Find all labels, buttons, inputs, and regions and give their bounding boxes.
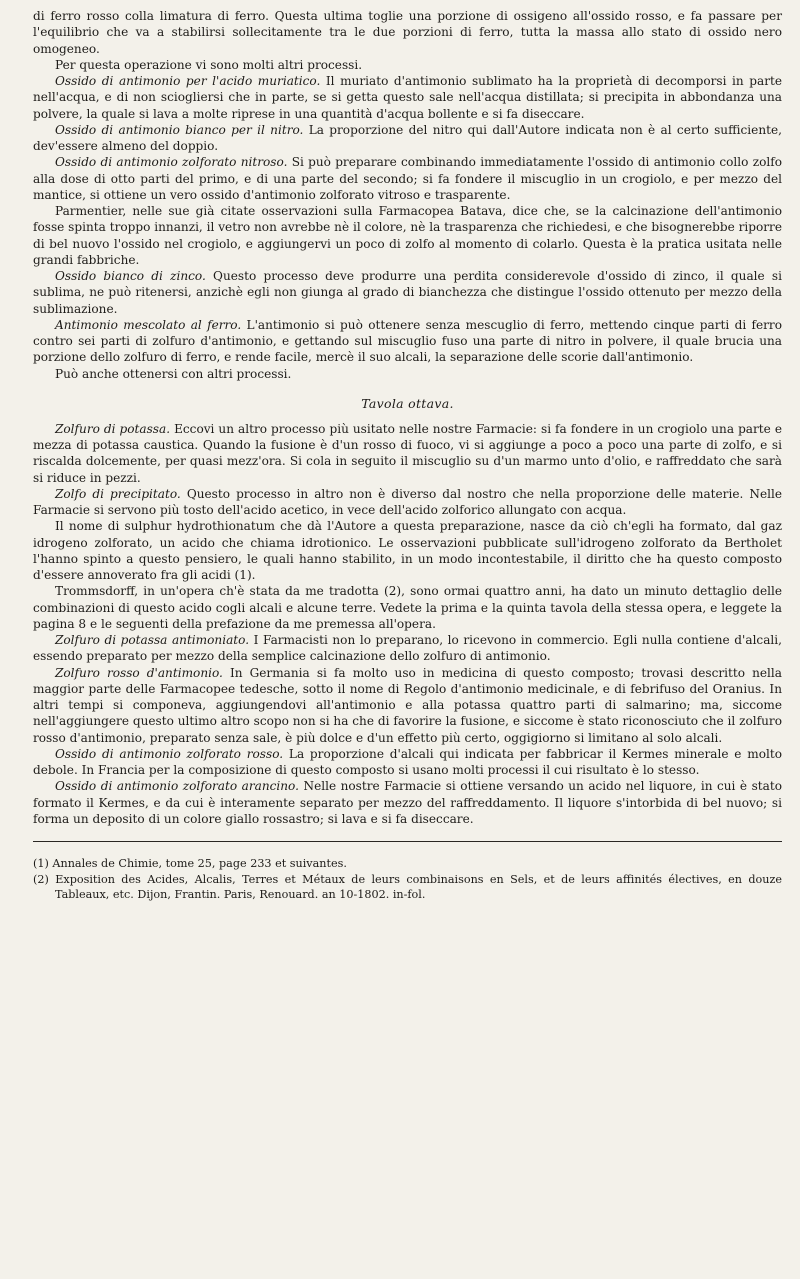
paragraph-text: di ferro rosso colla limatura di ferro. Questa ultima toglie una porzione di ossigeno all'ossido rosso, e fa passare per l'equilibrio che va a stabilirsi sollecitamente tra le due porzioni di ferro, tutta la massa allo stato di ossido nero omogeneo. <box>33 9 782 56</box>
paragraph-text: L'antimonio si può ottenere senza mescuglio di ferro, mettendo cinque parti di ferro contro sei parti di zolfuro d'antimonio, e gettando sul miscuglio fuso una parte di nitro in polvere, il quale brucia una porzione dello zolfuro di ferro, e rende facile, mercè il suo alcali, la separazione delle scorie dall'antimonio. <box>33 317 782 365</box>
paragraph-text: La proporzione del nitro qui dall'Autore indicata non è al certo sufficiente, dev'essere almeno del doppio. <box>33 122 782 153</box>
paragraph-text: Si può preparare combinando immediatamente l'ossido di antimonio collo zolfo alla dose di otto parti del primo, e di una parte del secondo; si fa fondere il miscuglio in un crogiolo, e per mezzo del mantice, si ottiene un vero ossido d'antimonio zolforato vitroso e trasparente. <box>33 155 782 202</box>
paragraph <box>33 583 782 632</box>
paragraph <box>33 518 782 583</box>
text-block-top <box>33 8 782 382</box>
paragraph-heading: Ossido di antimonio zolforato nitroso. <box>55 155 288 170</box>
paragraph <box>33 268 782 317</box>
paragraph-text: La proporzione d'alcali qui indicata per fabbricar il Kermes minerale e molto debole. In Francia per la composizione di questo composto si usano molti processi il cui risultato è lo stesso. <box>33 746 782 777</box>
paragraph-heading: Ossido di antimonio zolforato arancino. <box>55 779 299 794</box>
footnotes <box>33 856 782 902</box>
paragraph <box>33 421 782 486</box>
paragraph-text: Il muriato d'antimonio sublimato ha la proprietà di decomporsi in parte nell'acqua, e di non sciogliersi che in parte, se si getta questo sale nell'acqua distillata; si precipita in abbondanza una polvere, la quale si lava a molte riprese in una quantità d'acqua bollente e si fa diseccare. <box>33 74 782 121</box>
paragraph-text: Nelle nostre Farmacie si ottiene versando un acido nel liquore, in cui è stato formato il Kermes, e da cui è interamente separato per mezzo del raffreddamento. Il liquore s'intorbida di bel nuovo; si forma un deposito di un colore giallo rossastro; si lava e si fa diseccare. <box>33 779 782 826</box>
paragraph <box>33 366 782 382</box>
paragraph-text: Può anche ottenersi con altri processi. <box>55 366 292 381</box>
paragraph-text: Eccovi un altro processo più usitato nelle nostre Farmacie: si fa fondere in un crogiolo una parte e mezza di potassa caustica. Quando la fusione è d'un rosso di fuoco, vi si aggiunge a poco a poco una parte di zolfo, e si riscalda dolcemente, per quasi mezz'ora. Si cola in seguito il miscuglio su d'un marmo unto d'olio, e raffreddato che sarà si riduce in pezzi. <box>33 421 782 485</box>
paragraph-text: I Farmacisti non lo preparano, lo ricevono in commercio. Egli nulla contiene d'alcali, essendo preparato per mezzo della semplice calcinazione dello zolfuro di antimonio. <box>33 633 782 664</box>
footnote-rule <box>33 841 782 842</box>
section-title: Tavola ottava. <box>361 395 454 411</box>
paragraph-text: Trommsdorff, in un'opera ch'è stata da me tradotta (2), sono ormai quattro anni, ha dato un minuto dettaglio delle combinazioni di questo acido cogli alcali e alcune terre. Vedete la prima e la quinta tavola della stessa opera, e leggete la pagina 8 e le seguenti della prefazione da me premessa all'opera. <box>33 584 782 631</box>
paragraph <box>33 632 782 665</box>
paragraph <box>33 317 782 366</box>
paragraph-text: Parmentier, nelle sue già citate osservazioni sulla Farmacopea Batava, dice che, se la calcinazione dell'antimonio fosse spinta troppo innanzi, il vetro non avrebbe nè il colore, nè la trasparenza che richiedesi, e che bisognerebbe riporre di bel nuovo l'ossido nel crogiolo, e aggiungervi un poco di zolfo al momento di colarlo. Questa è la pratica usitata nelle grandi fabbriche. <box>33 204 782 267</box>
footnote: (1) Annales de Chimie, tome 25, page 233 et suivantes. <box>33 857 347 870</box>
paragraph-text: Per questa operazione vi sono molti altri processi. <box>55 57 363 72</box>
paragraph <box>33 746 782 779</box>
paragraph-heading: Antimonio mescolato al ferro. <box>55 317 242 332</box>
paragraph-text: Questo processo deve produrre una perdita considerevole d'ossido di zinco, il quale si sublima, ne può ritenersi, anzichè egli non giunga al grado di bianchezza che distingue l'ossido ottenuto per mezzo della sublimazione. <box>33 269 782 316</box>
paragraph-text: In Germania si fa molto uso in medicina di questo composto; trovasi descritto nella maggior parte delle Farmacopee tedesche, sotto il nome di Regolo d'antimonio medicinale, e di febrifuso del Oranius. In altri tempi si componeva, aggiungendovi all'antimonio e alla potassa quattro parti di salmarino; ma, siccome nell'aggiungere questo ultimo altro scopo non si ha che di favorire la fusione, e siccome è stato riconosciuto che il zolfuro rosso d'antimonio, preparato senza sale, è più dolce e d'un effetto più certo, oggigiorno si limitano al solo alcali. <box>33 665 782 745</box>
paragraph <box>33 73 782 122</box>
paragraph <box>33 154 782 203</box>
paragraph <box>33 122 782 155</box>
paragraph-heading: Ossido di antimonio bianco per il nitro. <box>55 122 304 137</box>
paragraph <box>33 778 782 827</box>
paragraph-heading: Zolfo di precipitato. <box>55 486 181 501</box>
paragraph-heading: Ossido di antimonio per l'acido muriatico. <box>55 74 321 88</box>
paragraph <box>33 8 782 57</box>
paragraph-heading: Ossido bianco di zinco. <box>55 269 206 283</box>
text-block-bottom <box>33 421 782 827</box>
paragraph-heading: Zolfuro rosso d'antimonio. <box>55 665 223 680</box>
footnote: (2) Exposition des Acides, Alcalis, Terres et Métaux de leurs combinaisons en Sels, et de leurs affinités électives, en douze Tableaux, etc. Dijon, Frantin. Paris, Renouard. an 10-1802. in-fol. <box>33 873 782 901</box>
paragraph <box>33 665 782 746</box>
paragraph-heading: Ossido di antimonio zolforato rosso. <box>55 746 284 761</box>
paragraph-heading: Zolfuro di potassa. <box>55 421 171 436</box>
paragraph <box>33 203 782 268</box>
paragraph <box>33 57 782 73</box>
paragraph-text: Questo processo in altro non è diverso dal nostro che nella proporzione delle materie. Nelle Farmacie si servono più tosto dell'acido acetico, in vece dell'acido zolforico allungato con acqua. <box>33 486 783 517</box>
paragraph <box>33 486 782 519</box>
paragraph-heading: Zolfuro di potassa antimoniato. <box>55 633 250 647</box>
paragraph-text: Il nome di sulphur hydrothionatum che dà l'Autore a questa preparazione, nasce da ciò ch'egli ha formato, dal gaz idrogeno zolforato, un acido che chiama idrotionico. Le osservazioni pubblicate sull'idrogeno zolforato da Bertholet l'hanno spinto a questo pensiero, le quali hanno stabilito, in un modo incontestabile, il diritto che ha questo composto d'essere annoverato fra gli acidi (1). <box>33 519 782 582</box>
